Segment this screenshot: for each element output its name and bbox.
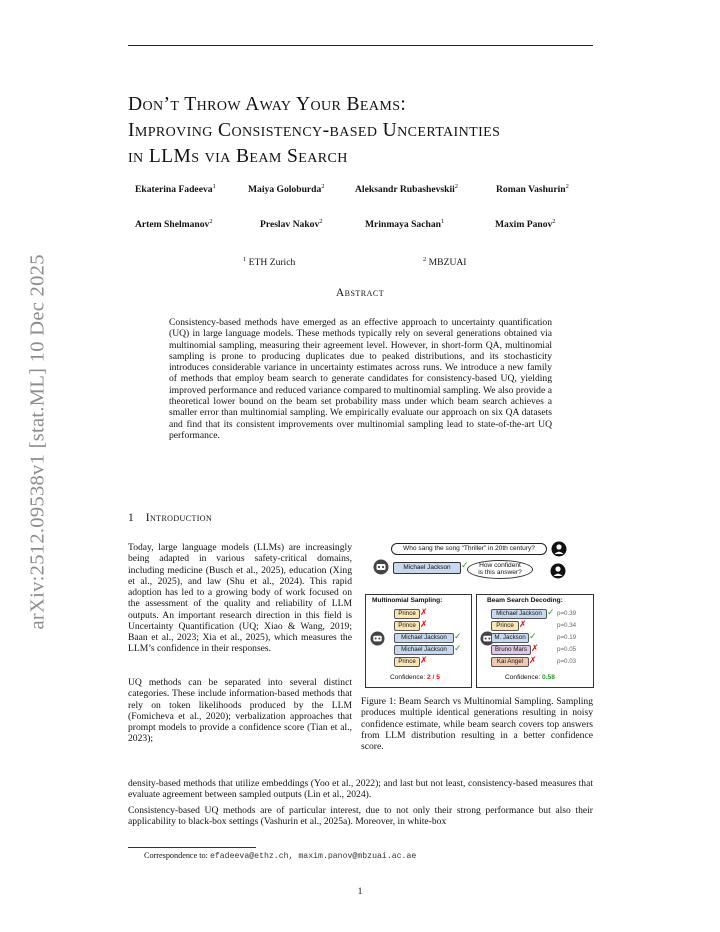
author: Roman Vashurin$^2$ (496, 183, 569, 195)
beam-item: M. Jackson (491, 633, 529, 643)
title-line-3: in LLMs via Beam Search (128, 146, 348, 167)
check-icon: ✓ (454, 631, 462, 641)
check-icon: ✓ (454, 643, 462, 653)
intro-paragraph-2-continued: density-based methods that utilize embeddings (Yoo et al., 2022); and last but not least, consistency-based measures that evaluate agreement between sampled outputs (Lin et al., 2024). (128, 778, 593, 801)
cross-icon: ✗ (420, 607, 428, 617)
check-icon: ✓ (461, 560, 469, 570)
beam-confidence: Confidence: 0.58 (505, 674, 555, 681)
beam-item: Kai Angel (491, 657, 529, 667)
check-icon: ✓ (529, 631, 537, 641)
section-heading: 1 Introduction (128, 512, 213, 524)
paper-title (128, 92, 598, 170)
multinomial-panel (365, 594, 472, 688)
affiliation-1: $^1$ ETH Zurich (243, 256, 296, 268)
thought-cloud (467, 560, 533, 579)
person-icon (551, 541, 567, 557)
beam-search-title: Beam Search Decoding: (487, 597, 563, 604)
cloud-line-2: is this answer? (478, 569, 522, 576)
title-line-2: Improving Consistency-based Uncertainties (128, 120, 501, 141)
abstract-heading: Abstract (335, 287, 385, 299)
multinomial-title: Multinomial Sampling: (372, 597, 443, 604)
author: Preslav Nakov$^2$ (260, 218, 323, 230)
sample-item: Prince (394, 621, 420, 631)
cross-icon: ✗ (529, 655, 537, 665)
beam-probability: p=0.05 (557, 646, 577, 653)
cross-icon: ✗ (531, 643, 539, 653)
footnote: Correspondence to: efadeeva@ethz.ch, maxim.panov@mbzuai.ac.ae (144, 851, 417, 861)
author: Artem Shelmanov$^2$ (135, 218, 213, 230)
author: Mrinmaya Sachan$^1$ (365, 218, 445, 230)
sample-item: Prince (394, 657, 420, 667)
beam-probability: p=0.39 (557, 610, 577, 617)
cross-icon: ✗ (420, 655, 428, 665)
check-icon: ✓ (547, 607, 555, 617)
answer-bubble: Michael Jackson (393, 562, 461, 574)
intro-paragraph-2: UQ methods can be separated into several distinct categories. These include information-based methods that rely on token likelihoods produced by the LLM (Fomicheva et al., 2020); verbalization approaches that prompt models to provide a confidence score (Tian et al., 2023); (128, 677, 352, 745)
cross-icon: ✗ (420, 619, 428, 629)
sample-item: Michael Jackson (394, 633, 454, 643)
beam-probability: p=0.19 (557, 634, 577, 641)
author: Maiya Goloburda$^2$ (248, 183, 325, 195)
figure-1 (361, 538, 593, 688)
cross-icon: ✗ (519, 619, 527, 629)
sample-item: Prince (394, 609, 420, 619)
question-text: Who sang the song “Thriller” in 20th century? (403, 545, 535, 552)
beam-item: Prince (491, 621, 519, 631)
abstract-text: Consistency-based methods have emerged as an effective approach to uncertainty quantification (UQ) in large language models. These methods typically rely on several generations obtained via multinomial sampling, measuring their agreement level. However, in short-form QA, multinomial sampling is prone to producing duplicates due to peaked distributions, and its stochasticity introduces considerable variance in uncertainty estimates across runs. We introduce a new family of methods that employ beam search to generate candidates for consistency-based UQ, yielding improved performance and reduced variance compared to multinomial sampling. We also provide a theoretical lower bound on the beam set probability mass under which beam search achieves a smaller error than multinomial sampling. We empirically evaluate our approach on six QA datasets and find that its consistent improvements over multinomial sampling lead to state-of-the-art UQ performance. (169, 317, 552, 441)
beam-probability: p=0.34 (557, 622, 577, 629)
author: Aleksandr Rubashevskii$^2$ (355, 183, 459, 195)
multinomial-confidence: Confidence: 2 / 5 (390, 674, 440, 681)
affiliation-2: $^2$ MBZUAI (423, 256, 467, 268)
cloud-line-1: How confident (479, 562, 521, 569)
beam-search-panel (476, 594, 594, 688)
beam-item: Bruno Mars (491, 645, 531, 655)
top-rule (128, 45, 593, 46)
author: Maxim Panov$^2$ (495, 218, 556, 230)
beam-probability: p=0.03 (557, 658, 577, 665)
question-bubble (391, 543, 547, 555)
footnote-rule (128, 847, 256, 848)
robot-icon (370, 631, 385, 646)
beam-item: Michael Jackson (491, 609, 547, 619)
title-line-1: Don’t Throw Away Your Beams: (128, 94, 407, 115)
intro-paragraph-1: Today, large language models (LLMs) are increasingly being adapted in various safety-critical domains, including medicine (Busch et al., 2025), education (Xing et al., 2025), and law (Shu et al., 2024). This rapid adoption has led to a growing body of work focused on the assessment of the quality and reliability of LLM outputs. An important research direction in this field is Uncertainty Quantification (UQ; Xiao & Wang, 2019; Baan et al., 2023; Xia et al., 2025), which measures the LLM’s confidence in their responses. (128, 542, 352, 655)
person-icon (550, 563, 566, 579)
arxiv-identifier[interactable]: arXiv:2512.09538v1 [stat.ML] 10 Dec 2025 (26, 254, 49, 630)
figure-caption: Figure 1: Beam Search vs Multinomial Sampling. Sampling produces multiple identical generations resulting in noisy confidence estimate, while beam search covers top answers from LLM distribution resulting in a better confidence score. (361, 696, 593, 752)
robot-icon (373, 559, 389, 575)
intro-paragraph-3: Consistency-based UQ methods are of particular interest, due to not only their strong performance but also their applicability to black-box settings (Vashurin et al., 2025a). Moreover, in white-box (128, 805, 593, 828)
email-links[interactable]: efadeeva@ethz.ch, maxim.panov@mbzuai.ac.ae (209, 852, 417, 861)
page-number: 1 (357, 886, 363, 897)
author: Ekaterina Fadeeva$^1$ (135, 183, 216, 195)
sample-item: Michael Jackson (394, 645, 454, 655)
